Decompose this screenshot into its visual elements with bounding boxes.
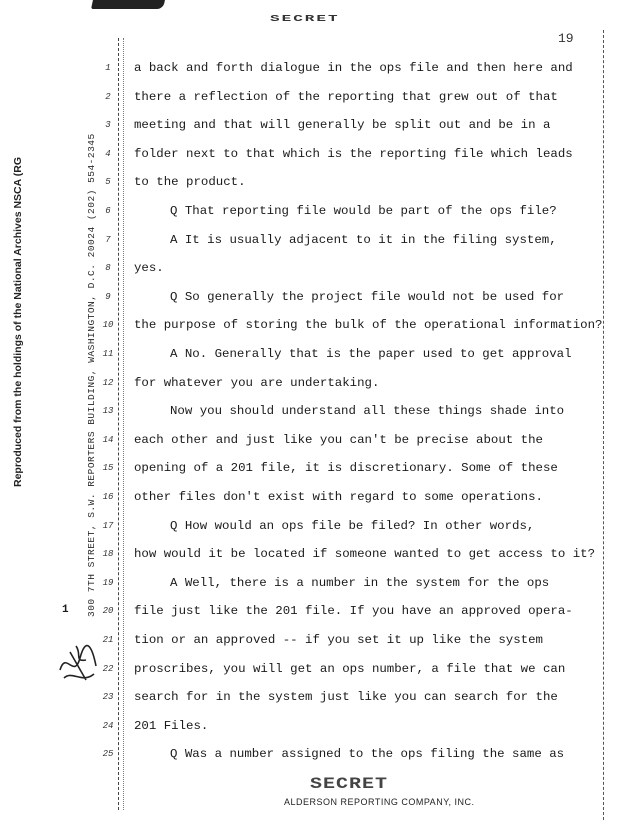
line-number: 14 <box>102 434 114 445</box>
transcript-line: Now you should understand all these things shade into <box>170 404 565 419</box>
transcript-line: meeting and that will generally be split out and be in a <box>134 118 551 133</box>
transcript-line: each other and just like you can't be precise about the <box>134 432 543 447</box>
transcript-line: Q So generally the project file would not be used for <box>170 289 565 304</box>
top-redaction-smudge <box>91 0 165 9</box>
header-classification-stamp: SECRET <box>270 14 340 24</box>
line-number: 4 <box>105 148 111 159</box>
line-number: 3 <box>105 120 111 131</box>
left-margin-rule <box>118 38 119 810</box>
transcript-line: A No. Generally that is the paper used to get approval <box>170 347 572 361</box>
line-number: 11 <box>102 349 114 359</box>
line-number: 19 <box>102 577 114 588</box>
line-number: 22 <box>102 663 114 674</box>
transcript-line: yes. <box>134 261 164 276</box>
line-number: 16 <box>102 492 114 502</box>
line-number: 25 <box>102 749 114 760</box>
line-number: 13 <box>102 406 114 417</box>
transcript-line: other files don't exist with regard to some operations. <box>134 490 543 504</box>
line-number: 23 <box>102 692 114 703</box>
transcript-line: Q That reporting file would be part of the ops file? <box>170 204 557 218</box>
line-number: 24 <box>102 720 114 731</box>
margin-mark: 1 <box>62 604 69 616</box>
line-number: 8 <box>105 263 111 274</box>
transcript-line: A It is usually adjacent to it in the filing system, <box>170 232 557 247</box>
transcript-line: proscribes, you will get an ops number, a file that we can <box>134 661 566 676</box>
transcript-line: Q Was a number assigned to the ops filing the same as <box>170 747 565 762</box>
line-number: 20 <box>102 606 114 617</box>
line-number: 6 <box>105 206 111 216</box>
transcript-line: to the product. <box>134 175 246 190</box>
transcript-line: file just like the 201 file. If you have an approved opera- <box>134 604 573 619</box>
footer-classification-stamp: SECRET <box>310 775 389 794</box>
line-number: 10 <box>102 320 114 331</box>
line-number: 9 <box>105 291 111 302</box>
left-margin-rule-inner <box>123 38 124 810</box>
line-number: 18 <box>102 549 114 560</box>
footer-company-name: ALDERSON REPORTING COMPANY, INC. <box>284 797 475 807</box>
transcript-line: Q How would an ops file be filed? In other words, <box>170 518 535 533</box>
transcript-line: search for in the system just like you can search for the <box>134 690 558 705</box>
line-number: 7 <box>105 234 111 245</box>
transcript-line: folder next to that which is the reporting file which leads <box>134 146 573 161</box>
transcript-line: 201 Files. <box>134 718 209 733</box>
transcript-line: there a reflection of the reporting that grew out of that <box>134 89 558 104</box>
line-number: 2 <box>105 91 111 102</box>
line-number: 1 <box>105 63 111 73</box>
line-number: 17 <box>102 520 114 531</box>
signature-scribble-icon <box>56 640 104 686</box>
line-number: 15 <box>102 463 114 474</box>
transcript-line: the purpose of storing the bulk of the operational information? <box>134 318 603 333</box>
reporter-address-note: 300 7TH STREET, S.W. REPORTERS BUILDING, WASHINGTON, D.C. 20024 (202) 554-2345 <box>86 133 97 617</box>
transcript-line: opening of a 201 file, it is discretionary. Some of these <box>134 461 558 476</box>
archive-provenance-note: Reproduced from the holdings of the National Archives NSCA (RG <box>12 157 24 487</box>
transcript-line: A Well, there is a number in the system for the ops <box>170 575 550 590</box>
line-number: 12 <box>102 377 114 388</box>
transcript-line: tion or an approved -- if you set it up like the system <box>134 633 543 647</box>
page-number: 19 <box>558 31 574 46</box>
line-number: 21 <box>102 635 114 645</box>
line-number: 5 <box>105 177 111 188</box>
transcript-line: for whatever you are undertaking. <box>134 375 380 390</box>
transcript-line: how would it be located if someone wanted to get access to it? <box>134 547 596 562</box>
transcript-line: a back and forth dialogue in the ops file and then here and <box>134 61 573 75</box>
